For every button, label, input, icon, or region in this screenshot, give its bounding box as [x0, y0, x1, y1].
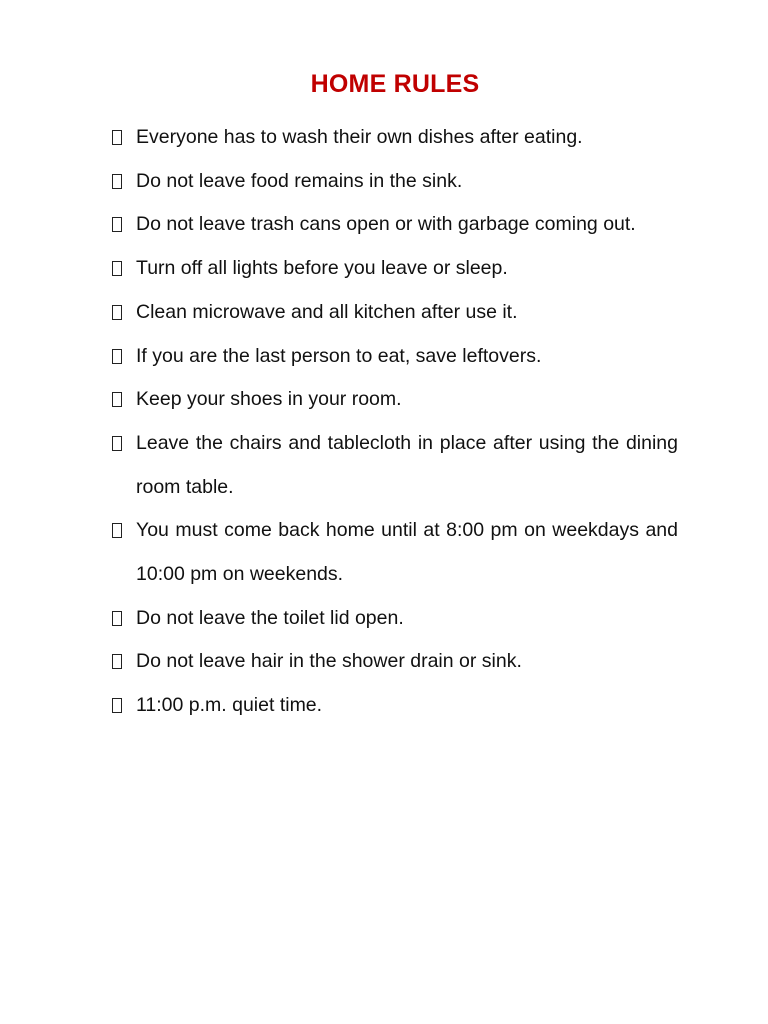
- rule-text: Do not leave hair in the shower drain or sink.: [136, 650, 522, 673]
- rule-text: Keep your shoes in your room.: [136, 388, 402, 411]
- checkbox-bullet-icon: [112, 217, 122, 232]
- rule-item: [112, 160, 678, 204]
- rule-item: [112, 335, 678, 379]
- checkbox-bullet-icon: [112, 174, 122, 189]
- rule-text: Do not leave trash cans open or with garbage coming out.: [136, 213, 636, 236]
- rule-item: [112, 640, 678, 684]
- checkbox-bullet-icon: [112, 349, 122, 364]
- rule-item: [112, 422, 678, 509]
- rule-item: [112, 684, 678, 728]
- rule-item: [112, 203, 678, 247]
- rule-text: Do not leave the toilet lid open.: [136, 606, 404, 629]
- rule-item: [112, 597, 678, 641]
- page-title: HOME RULES: [310, 70, 480, 98]
- rule-text: Do not leave food remains in the sink.: [136, 169, 463, 192]
- rule-text: If you are the last person to eat, save leftovers.: [136, 344, 542, 367]
- rule-item: [112, 116, 678, 160]
- checkbox-bullet-icon: [112, 130, 122, 145]
- rule-item: [112, 291, 678, 335]
- rule-text: Leave the chairs and tablecloth in place after using the dining room table.: [136, 431, 678, 498]
- checkbox-bullet-icon: [112, 523, 122, 538]
- checkbox-bullet-icon: [112, 305, 122, 320]
- rule-text: Everyone has to wash their own dishes after eating.: [136, 126, 583, 148]
- checkbox-bullet-icon: [112, 611, 122, 626]
- rule-text: 11:00 p.m. quiet time.: [136, 694, 323, 717]
- checkbox-bullet-icon: [112, 392, 122, 407]
- checkbox-bullet-icon: [112, 436, 122, 451]
- rule-text: Turn off all lights before you leave or sleep.: [136, 257, 508, 280]
- checkbox-bullet-icon: [112, 261, 122, 276]
- rule-text: You must come back home until at 8:00 pm on weekdays and 10:00 pm on weekends.: [136, 519, 678, 586]
- checkbox-bullet-icon: [112, 654, 122, 669]
- rule-item: [112, 378, 678, 422]
- rules-list: [112, 116, 678, 728]
- checkbox-bullet-icon: [112, 698, 122, 713]
- rule-item: [112, 509, 678, 596]
- rule-text: Clean microwave and all kitchen after use it.: [136, 300, 518, 323]
- rule-item: [112, 247, 678, 291]
